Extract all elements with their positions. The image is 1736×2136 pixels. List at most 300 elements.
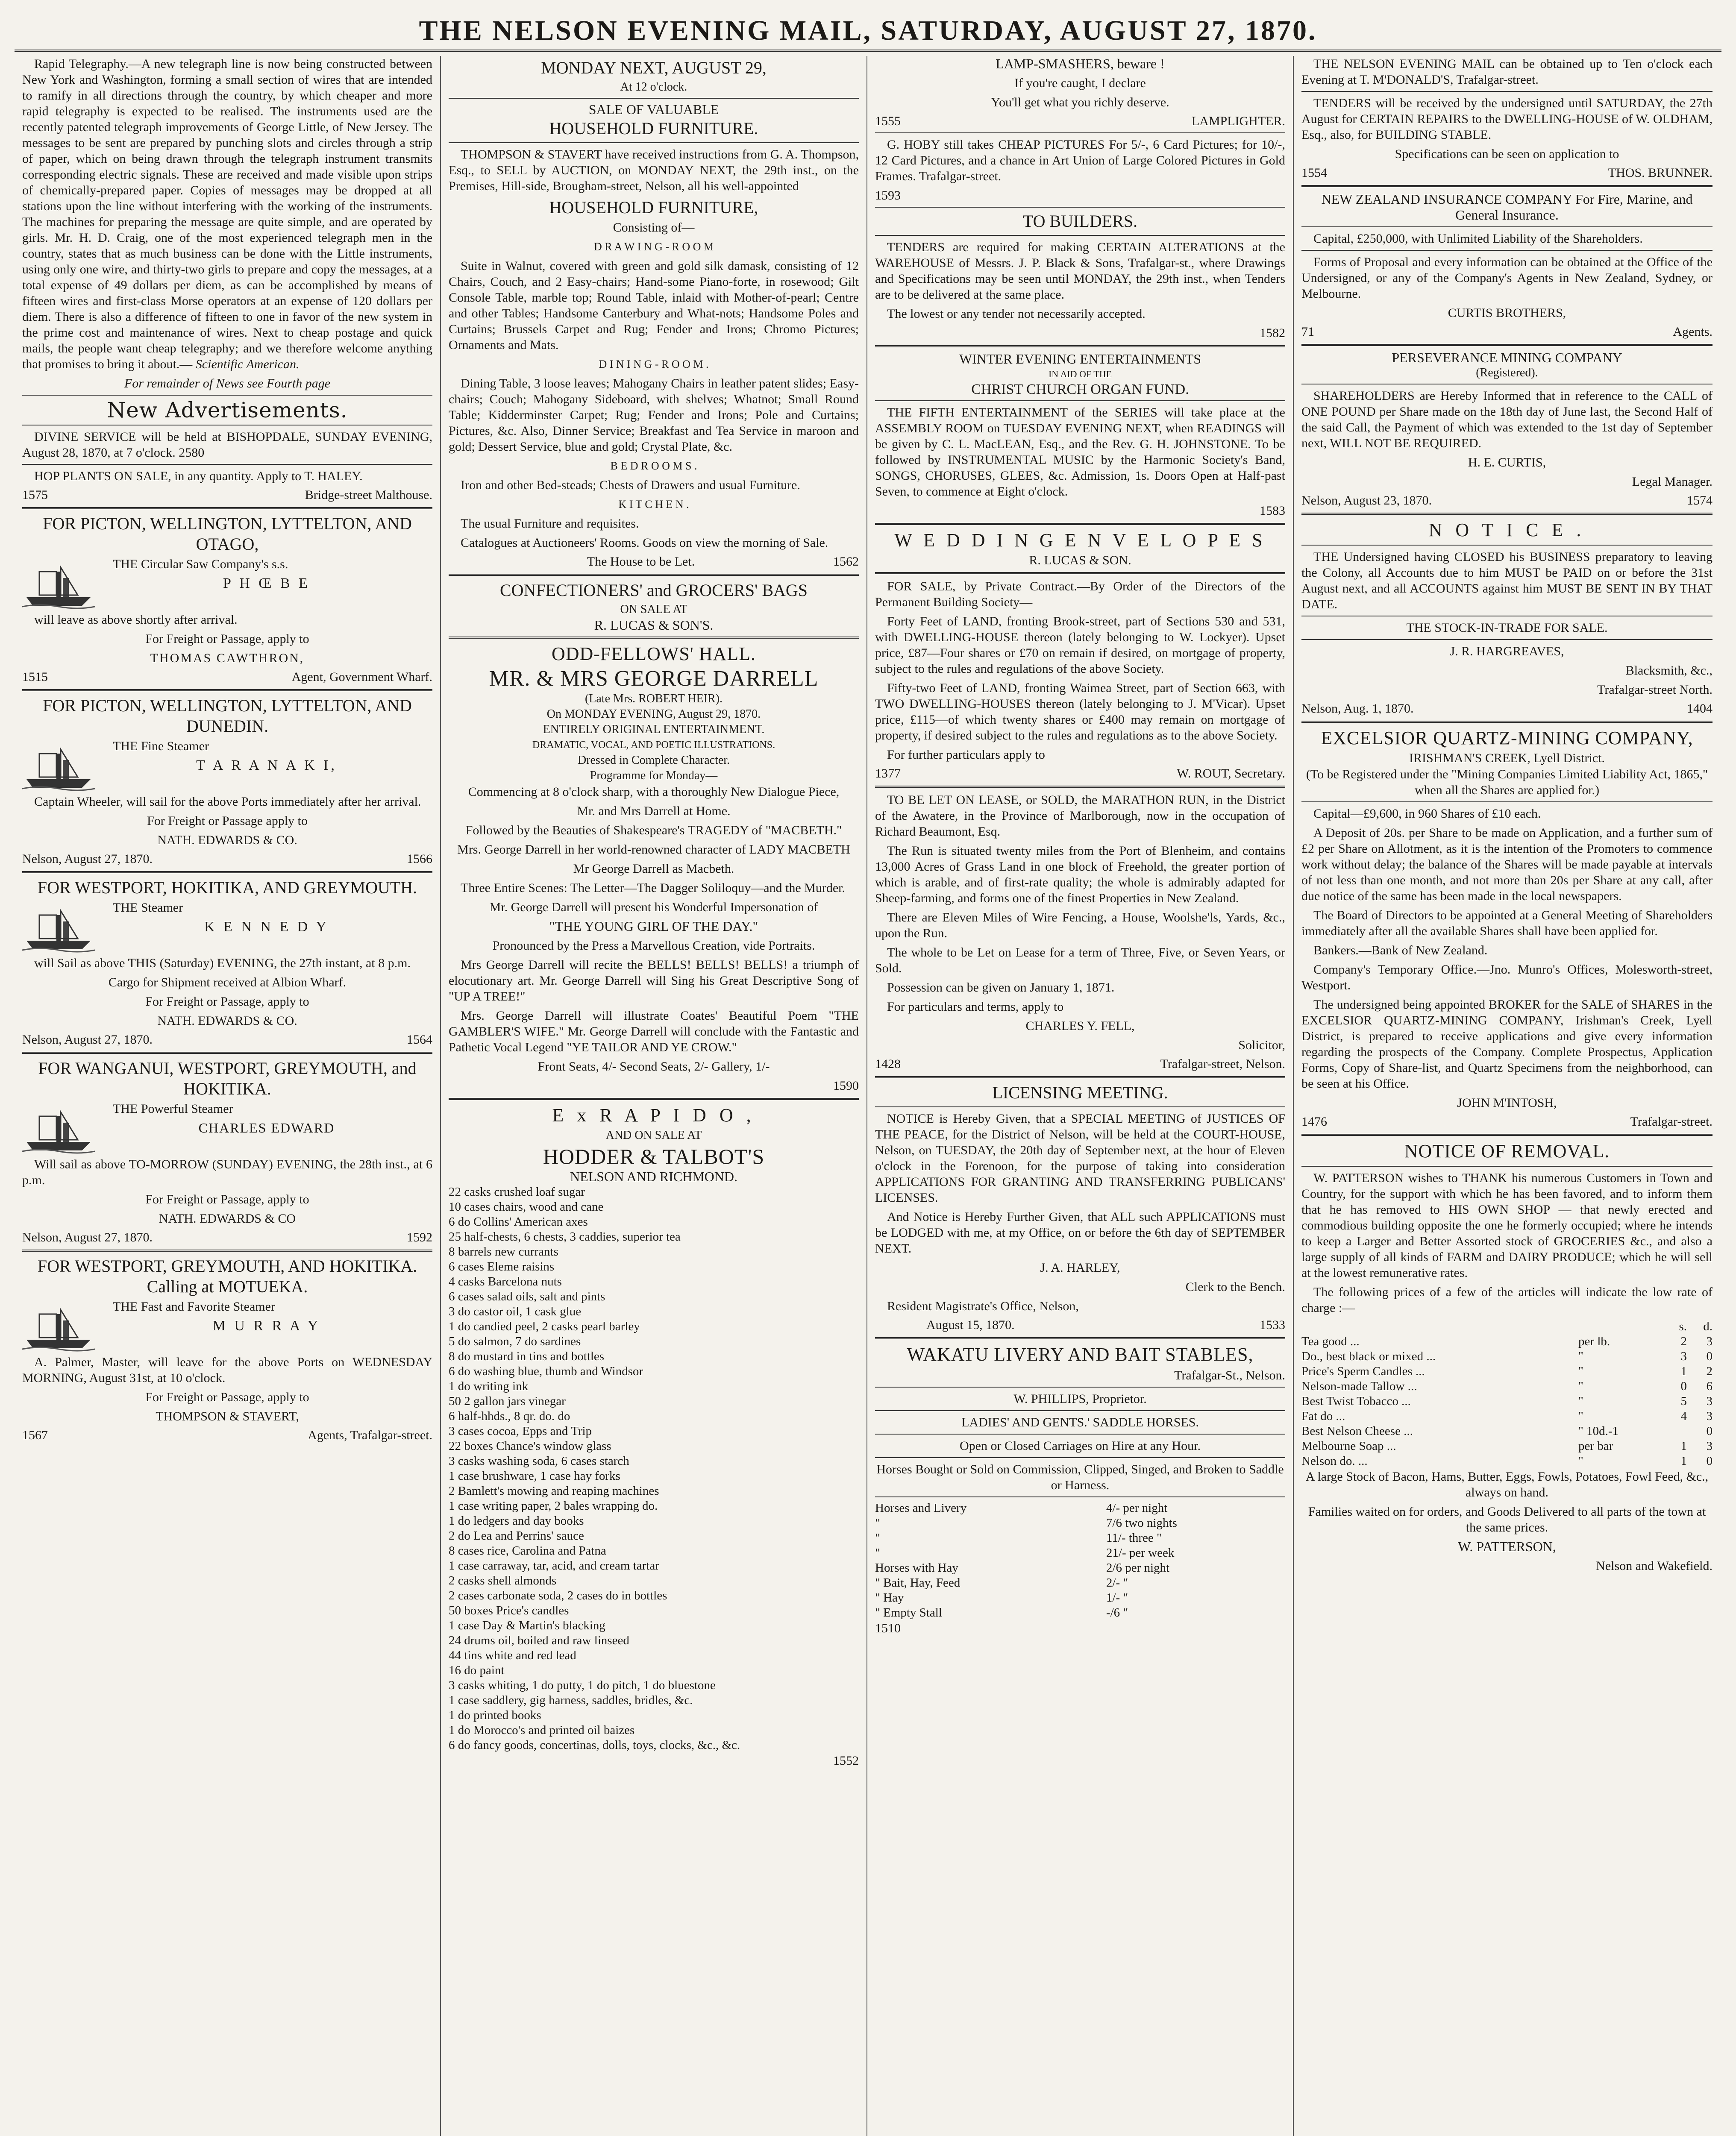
ad-date: Nelson, August 27, 1870. bbox=[22, 1033, 153, 1047]
hodder-item: 2 Bamlett's mowing and reaping machines bbox=[449, 1484, 659, 1498]
hodder-item: 25 half-chests, 6 chests, 3 caddies, superior tea bbox=[449, 1230, 681, 1244]
divider bbox=[875, 1496, 1285, 1497]
programme-item: Mr. and Mrs Darrell at Home. bbox=[577, 804, 731, 818]
oddfellows-heading: ODD-FELLOWS' HALL. bbox=[551, 643, 756, 664]
hodder-item: 50 boxes Price's candles bbox=[449, 1604, 569, 1617]
divider bbox=[449, 574, 859, 576]
perseverance-role: Legal Manager. bbox=[1632, 475, 1713, 489]
divider bbox=[1301, 801, 1713, 802]
tenders-signature: THOS. BRUNNER. bbox=[1608, 166, 1713, 180]
excelsior-signature: JOHN M'INTOSH, bbox=[1457, 1096, 1557, 1110]
licensing-office: Resident Magistrate's Office, Nelson, bbox=[887, 1299, 1079, 1313]
ship-name: M U R R A Y bbox=[212, 1318, 321, 1334]
hoby-text: G. HOBY still takes CHEAP PICTURES For 5/-, 6 Card Pictures; for 10/-, 12 Card Pictures, and a chance in Art Union of Large Colored Pictures in Gold Frames. Trafalgar-street. bbox=[875, 138, 1285, 183]
hodder-item: 6 cases Eleme raisins bbox=[449, 1260, 555, 1273]
price-row bbox=[1301, 1379, 1713, 1394]
removal-prices-intro: The following prices of a few of the articles will indicate the low rate of charge :— bbox=[1301, 1285, 1713, 1315]
price-item: Nelson do. ... bbox=[1301, 1454, 1368, 1468]
rate-value: 1/- " bbox=[1106, 1591, 1128, 1605]
price-unit: " bbox=[1578, 1379, 1583, 1393]
rate-label: " bbox=[875, 1531, 880, 1545]
new-advertisements-heading: New Advertisements. bbox=[107, 398, 348, 423]
price-value: 0 bbox=[1706, 1424, 1713, 1438]
divider bbox=[1301, 344, 1713, 346]
marathon-text: TO BE LET ON LEASE, or SOLD, the MARATHON RUN, in the District of the Awatere, in the Province of Marlborough, now in the occupation of Richard Beaumont, Esq. bbox=[875, 793, 1285, 839]
divine-service-ad bbox=[22, 429, 432, 461]
licensing-text: NOTICE is Hereby Given, that a SPECIAL MEETING of JUSTICES OF THE PEACE, for the District of Nelson, will be held at the COURT-HOUSE, Nelson, on TUESDAY, the 20th day of September next, at the hour of Eleven o'clock in the Forenoon, for the purpose of taking into consideration APPLICATIONS FOR GRANTING AND TRANSFERRING PUBLICANS' LICENSES. bbox=[875, 1112, 1285, 1205]
hodder-item: 6 cases salad oils, salt and pints bbox=[449, 1290, 605, 1303]
rate-row bbox=[875, 1590, 1285, 1605]
column-2 bbox=[441, 56, 867, 2136]
hodder-item: 1 do printed books bbox=[449, 1708, 541, 1722]
insurance-signature: CURTIS BROTHERS, bbox=[1448, 306, 1566, 320]
ad-number: 1564 bbox=[407, 1033, 432, 1047]
wakatu-horses: Horses Bought or Sold on Commission, Clipped, Singed, and Broken to Saddle or Harness. bbox=[876, 1462, 1284, 1492]
ship-ad-taranaki bbox=[22, 695, 432, 867]
ad-date: Nelson, August 27, 1870. bbox=[22, 1230, 153, 1244]
hodder-item: 1 do Morocco's and printed oil baizes bbox=[449, 1723, 635, 1737]
hodder-item: 22 casks crushed loaf sugar bbox=[449, 1185, 585, 1199]
removal-families: Families waited on for orders, and Goods Delivered to all parts of the town at the same prices. bbox=[1308, 1505, 1706, 1535]
divider bbox=[22, 871, 432, 873]
rate-row bbox=[875, 1576, 1285, 1590]
ship-ad-heading: FOR PICTON, WELLINGTON, LYTTELTON, AND OTAGO, bbox=[43, 514, 412, 554]
rate-label: " Bait, Hay, Feed bbox=[875, 1576, 961, 1590]
freight-line: For Freight or Passage apply to bbox=[147, 814, 308, 828]
lamp-line: You'll get what you richly deserve. bbox=[991, 95, 1169, 109]
ad-number: 1583 bbox=[1260, 504, 1285, 518]
bags-seller: R. LUCAS & SON'S. bbox=[594, 617, 714, 633]
price-item: Price's Sperm Candles ... bbox=[1301, 1364, 1425, 1378]
price-value: 0 bbox=[1706, 1454, 1713, 1468]
ad-number: 1428 bbox=[875, 1057, 901, 1071]
price-value: 3 bbox=[1706, 1409, 1713, 1423]
insurance-text: Forms of Proposal and every information can be obtained at the Office of the Undersigned, or any of the Company's Agents in New Zealand, Sydney, or Melbourne. bbox=[1301, 255, 1713, 301]
divider bbox=[1301, 545, 1713, 546]
steamer-ship-icon bbox=[22, 559, 95, 610]
wakatu-stables-ad bbox=[875, 1344, 1285, 1636]
divider bbox=[1301, 1166, 1713, 1167]
price-unit: per lb. bbox=[1578, 1335, 1610, 1348]
divider bbox=[22, 395, 432, 396]
programme-item: Mr George Darrell as Macbeth. bbox=[573, 862, 734, 876]
rate-row bbox=[875, 1605, 1285, 1620]
steamer-ship-icon bbox=[22, 1103, 95, 1155]
price-item: Nelson-made Tallow ... bbox=[1301, 1379, 1417, 1393]
price-value: 5 bbox=[1680, 1394, 1687, 1408]
excelsior-capital: Capital—£9,600, in 960 Shares of £10 each. bbox=[1313, 807, 1541, 821]
hodder-item: 2 casks shell almonds bbox=[449, 1574, 557, 1587]
perseverance-heading: PERSEVERANCE MINING COMPANY bbox=[1392, 350, 1622, 365]
excelsior-para: The undersigned being appointed BROKER for the SALE of SHARES in the EXCELSIOR QUARTZ-MINING COMPANY, Irishman's Creek, Lyell District, is prepared to receive applications and give every information regarding the prospects of the Company. Complete Prospectus, Application Forms, Copy of Share-list, and Quartz Specimens from the neighborhood, can be seen at his Office. bbox=[1301, 998, 1713, 1091]
rate-value: 2/- " bbox=[1106, 1576, 1128, 1590]
removal-heading: NOTICE OF REMOVAL. bbox=[1404, 1141, 1610, 1162]
ship-ad-charles-edward bbox=[22, 1058, 432, 1245]
agent-role: Agents, Trafalgar-street. bbox=[308, 1428, 432, 1442]
price-value: 2 bbox=[1706, 1364, 1713, 1378]
hodder-location: NELSON AND RICHMOND. bbox=[570, 1169, 737, 1184]
lamp-line: LAMP-SMASHERS, beware ! bbox=[996, 56, 1165, 71]
news-footnote: For remainder of News see Fourth page bbox=[124, 376, 331, 390]
hodder-item: 2 cases carbonate soda, 2 cases do in bottles bbox=[449, 1589, 667, 1602]
divider bbox=[875, 1410, 1285, 1411]
insurance-capital: Capital, £250,000, with Unlimited Liability of the Shareholders. bbox=[1313, 232, 1643, 246]
column-4 bbox=[1294, 56, 1720, 2136]
hodder-item: 3 casks washing soda, 6 cases starch bbox=[449, 1454, 629, 1468]
kitchen-items: The usual Furniture and requisites. bbox=[461, 516, 639, 531]
divider bbox=[1301, 1134, 1713, 1136]
price-header bbox=[1301, 1319, 1578, 1334]
sale-title: HOUSEHOLD FURNITURE. bbox=[549, 119, 758, 138]
marathon-para: The Run is situated twenty miles from the Port of Blenheim, and contains 13,000 Acres of Grass Land in one block of Freehold, the greater portion of which is arable, and of first-rate quality; the whole is admirably adapted for Sheep-farming, and forms one of the finest Properties in New Zealand. bbox=[875, 844, 1285, 905]
programme-item: Three Entire Scenes: The Letter—The Dagger Soliloquy—and the Murder. bbox=[461, 881, 845, 895]
ship-ad-murray bbox=[22, 1256, 432, 1443]
ad-number: 1515 bbox=[22, 670, 48, 684]
price-value: 1 bbox=[1680, 1439, 1687, 1453]
hodder-item: 1 case Day & Martin's blacking bbox=[449, 1619, 605, 1632]
price-value: 3 bbox=[1706, 1335, 1713, 1348]
brunner-tenders-ad bbox=[1301, 95, 1713, 181]
rate-label: " bbox=[875, 1546, 880, 1560]
ship-ad-heading: FOR WESTPORT, GREYMOUTH, AND HOKITIKA. Calling at MOTUEKA. bbox=[37, 1256, 417, 1296]
divider bbox=[875, 207, 1285, 208]
marathon-para: There are Eleven Miles of Wire Fencing, a House, Woolshe'ls, Yards, &c., upon the Run. bbox=[875, 910, 1285, 940]
divider bbox=[1301, 513, 1713, 515]
rate-label: " bbox=[875, 1516, 880, 1530]
divine-service-text: DIVINE SERVICE will be held at BISHOPDALE, SUNDAY EVENING, August 28, 1870, at 7 o'clock. 2580 bbox=[22, 430, 432, 460]
divider bbox=[875, 235, 1285, 236]
hop-plants-ad bbox=[22, 468, 432, 503]
agent-name: NATH. EDWARDS & CO. bbox=[157, 833, 297, 847]
lamp-signature: LAMPLIGHTER. bbox=[1191, 114, 1285, 128]
removal-notice-ad bbox=[1301, 1140, 1713, 1574]
ship-name: P H Œ B E bbox=[223, 575, 310, 591]
wedding-envelopes-ad bbox=[875, 529, 1285, 568]
sale-subheading: HOUSEHOLD FURNITURE, bbox=[549, 198, 758, 217]
hodder-item: 4 casks Barcelona nuts bbox=[449, 1275, 562, 1288]
ship-name: T A R A N A K I, bbox=[196, 757, 337, 773]
hodder-item: 1 case saddlery, gig harness, saddles, bridles, &c. bbox=[449, 1693, 693, 1707]
hodder-item: 2 do Lea and Perrins' sauce bbox=[449, 1529, 584, 1543]
divider bbox=[449, 142, 859, 143]
ship-ad-heading: FOR WESTPORT, HOKITIKA, AND GREYMOUTH. bbox=[37, 878, 417, 897]
article-text: Rapid Telegraphy.—A new telegraph line is now being constructed between New York and Washington, forming a small section of wires that are intended to ramify in all directions through the country, by which cheaper and more rapid telegraphy is expected to be realised. The instruments used are the recently patented telegraph improvements of George Little, of New Jersey. The messages to be sent are prepared by punching slots and circles through a strip of paper, which on being drawn through the telegraph instrument transmits corresponding electric signals. These are received and made visible upon strips of chemically-prepared paper. Copies of messages may be dropped at all stations upon the line without interfering with the working of the instruments. The machines for preparing the message are quite simple, and are operated by girls. Mr. H. D. Craig, one of the most experienced telegraph men in the country, states that as much business can be done with the Little instruments, using only one wire, and thirty-two girls to prepare and copy the messages, at a total expense of 49 dollars per diem, as can be accomplished by means of fifteen wires and first-class Morse operators at an expense of 120 dollars per diem. There is also a difference of fifteen to one in favor of the new system in the prime cost and maintenance of wires. Next to cheap postage and quick mails, the people want cheap telegraphy; and we therefore welcome anything that promises to bring it about.— bbox=[22, 57, 432, 371]
price-value: 0 bbox=[1680, 1379, 1687, 1393]
price-row bbox=[1301, 1439, 1713, 1454]
dining-room-heading: D I N I N G - R O O M . bbox=[599, 358, 709, 370]
price-value: 1 bbox=[1680, 1364, 1687, 1378]
private-sale-ad bbox=[875, 578, 1285, 781]
ad-number: 1377 bbox=[875, 766, 901, 780]
rate-row bbox=[875, 1546, 1285, 1561]
notice-stock: THE STOCK-IN-TRADE FOR SALE. bbox=[1406, 621, 1608, 635]
price-header: d. bbox=[1703, 1320, 1713, 1333]
dining-room-items: Dining Table, 3 loose leaves; Mahogany Chairs in leather patent slides; Easy-chairs; Couch; Mahogany Sideboard, with shelves; Whatnot; Small Round Table; Kidderminster Carpet; Rug; Fender and Irons; Pole and Curtains; Pictures, &c. Also, Dinner Service; Breakfast and Tea Service in maroon and gold; Dessert Service, blue and gold; Crystal Plate, &c. bbox=[449, 376, 859, 454]
marathon-address: Trafalgar-street, Nelson. bbox=[1160, 1057, 1285, 1071]
divider bbox=[875, 132, 1285, 133]
licensing-role: Clerk to the Bench. bbox=[1185, 1280, 1285, 1294]
price-item: Do., best black or mixed ... bbox=[1301, 1350, 1436, 1363]
perseverance-mining-ad bbox=[1301, 350, 1713, 508]
price-value: 3 bbox=[1706, 1394, 1713, 1408]
divider bbox=[875, 1457, 1285, 1458]
price-value: 2 bbox=[1680, 1335, 1687, 1348]
price-row bbox=[1301, 1409, 1713, 1424]
agent-name: NATH. EDWARDS & CO bbox=[159, 1212, 296, 1226]
ship-ad-phoebe bbox=[22, 513, 432, 685]
rate-row bbox=[875, 1516, 1285, 1531]
sale-signature: W. ROUT, Secretary. bbox=[1177, 766, 1285, 780]
rate-value: 7/6 two nights bbox=[1106, 1516, 1177, 1530]
bedrooms-items: Iron and other Bed-steads; Chests of Drawers and usual Furniture. bbox=[461, 478, 800, 492]
hodder-item: 6 do washing blue, thumb and Windsor bbox=[449, 1364, 643, 1378]
notice-text: THE Undersigned having CLOSED his BUSINESS preparatory to leaving the Colony, all Accounts due to him MUST be PAID on or before the 31st August next, and all ACCOUNTS against him MUST BE SENT IN BY THAT DATE. bbox=[1301, 550, 1713, 611]
rate-value: -/6 " bbox=[1106, 1606, 1128, 1620]
price-row bbox=[1301, 1334, 1713, 1349]
price-value: 3 bbox=[1706, 1439, 1713, 1453]
divider bbox=[22, 689, 432, 691]
insurance-heading: NEW ZEALAND INSURANCE COMPANY For Fire, Marine, and General Insurance. bbox=[1321, 191, 1693, 223]
ship-ad-body2: Captain Wheeler, will sail for the above Ports immediately after her arrival. bbox=[34, 795, 421, 809]
hodder-item: 1 do ledgers and day books bbox=[449, 1514, 584, 1528]
licensing-meeting-ad bbox=[875, 1083, 1285, 1333]
hodder-item: 24 drums oil, boiled and raw linseed bbox=[449, 1634, 629, 1647]
price-header-row bbox=[1301, 1319, 1713, 1334]
divider bbox=[875, 1076, 1285, 1078]
divider bbox=[449, 637, 859, 639]
furniture-sale-ad bbox=[449, 58, 859, 569]
agent-name: THOMAS CAWTHRON, bbox=[150, 651, 305, 665]
price-item: Fat do ... bbox=[1301, 1409, 1345, 1423]
hargreaves-notice-ad bbox=[1301, 519, 1713, 716]
price-item: Best Twist Tobacco ... bbox=[1301, 1394, 1411, 1408]
ship-ad-heading: FOR PICTON, WELLINGTON, LYTTELTON, AND DUNEDIN. bbox=[43, 696, 412, 736]
wedding-heading: W E D D I N G E N V E L O P E S bbox=[894, 530, 1266, 551]
wakatu-title: WAKATU LIVERY AND BAIT STABLES, bbox=[907, 1344, 1254, 1365]
lamp-line: If you're caught, I declare bbox=[1014, 76, 1146, 90]
programme-item: Mr. George Darrell will present his Wonderful Impersonation of bbox=[489, 900, 818, 914]
freight-line: For Freight or Passage, apply to bbox=[145, 1390, 309, 1404]
licensing-text2: And Notice is Hereby Further Given, that ALL such APPLICATIONS must be LODGED with me, at my Office, on or before the 6th day of SEPTEMBER NEXT. bbox=[875, 1210, 1285, 1256]
divider bbox=[449, 98, 859, 99]
rate-value: 21/- per week bbox=[1106, 1546, 1175, 1560]
tenders-spec: Specifications can be seen on application to bbox=[1395, 147, 1619, 161]
ad-date: Nelson, August 27, 1870. bbox=[22, 852, 153, 866]
sale-apply: For further particulars apply to bbox=[887, 748, 1045, 762]
hodder-item: 8 barrels new currants bbox=[449, 1245, 558, 1259]
ad-number: 1566 bbox=[407, 852, 432, 866]
winter-entertainments-ad bbox=[875, 352, 1285, 519]
ad-number: 1552 bbox=[833, 1754, 859, 1768]
programme-item: Mrs. George Darrell in her world-renowned character of LADY MACBETH bbox=[457, 842, 850, 857]
ship-ad-body: THE Circular Saw Company's s.s. bbox=[113, 557, 288, 571]
oddfellows-hall-ad bbox=[449, 643, 859, 1094]
ad-number: 1476 bbox=[1301, 1115, 1327, 1129]
ad-number: 1404 bbox=[1687, 701, 1713, 716]
wakatu-saddle: LADIES' AND GENTS.' SADDLE HORSES. bbox=[961, 1415, 1199, 1429]
programme-label: Programme for Monday— bbox=[590, 769, 718, 782]
programme-item: Commencing at 8 o'clock sharp, with a thoroughly New Dialogue Piece, bbox=[468, 785, 840, 799]
rate-label: " Hay bbox=[875, 1591, 904, 1605]
price-value: 6 bbox=[1706, 1379, 1713, 1393]
price-value: 0 bbox=[1706, 1350, 1713, 1363]
hodder-item: 16 do paint bbox=[449, 1664, 505, 1677]
divider bbox=[875, 345, 1285, 347]
ad-number: 1510 bbox=[875, 1621, 901, 1635]
winter-text: THE FIFTH ENTERTAINMENT of the SERIES will take place at the ASSEMBLY ROOM on TUESDAY EVENING NEXT, when READINGS will be given by C. L. MacLEAN, Esq., and the Rev. G. H. JOHNSTONE. To be followed by INSTRUMENTAL MUSIC by the Harmonic Society's Band, SONGS, CHORUSES, GLEES, &c. Admission, 1s. Doors Open at Half-past Seven, to commence at Eight o'clock. bbox=[875, 405, 1285, 499]
hodder-item: 3 casks whiting, 1 do putty, 1 do pitch, 1 do bluestone bbox=[449, 1678, 716, 1692]
excelsior-location: IRISHMAN'S CREEK, Lyell District. bbox=[1409, 751, 1605, 765]
sale-time: At 12 o'clock. bbox=[620, 80, 687, 94]
ship-ad-heading: FOR WANGANUI, WESTPORT, GREYMOUTH, and HOKITIKA. bbox=[38, 1059, 417, 1098]
perseverance-date: Nelson, August 23, 1870. bbox=[1301, 493, 1432, 508]
hodder-item: 22 boxes Chance's window glass bbox=[449, 1439, 611, 1453]
perseverance-signature: H. E. CURTIS, bbox=[1468, 455, 1546, 469]
winter-aid: IN AID OF THE bbox=[1048, 369, 1112, 379]
ship-ad-body2: Will sail as above TO-MORROW (SUNDAY) EVENING, the 28th inst., at 6 p.m. bbox=[22, 1157, 432, 1187]
licensing-signature: J. A. HARLEY, bbox=[1040, 1261, 1120, 1275]
price-row bbox=[1301, 1394, 1713, 1409]
hodder-name: HODDER & TALBOT'S bbox=[543, 1144, 765, 1168]
rate-row bbox=[875, 1531, 1285, 1546]
steamer-ship-icon bbox=[22, 902, 95, 954]
divider bbox=[22, 1052, 432, 1054]
steamer-ship-icon bbox=[22, 741, 95, 792]
price-item: Tea good ... bbox=[1301, 1335, 1360, 1348]
sale-lot: Fifty-two Feet of LAND, fronting Waimea Street, part of Section 663, with TWO DWELLING-HOUSES thereon (lately belonging to J. M'Vicar). Upset price, £115—of which twenty shares or £400 may remain on mortgage of property, if desired subject to the rules and regulations as to the above Society. bbox=[875, 681, 1285, 742]
divider bbox=[22, 507, 432, 509]
rapid-telegraphy-article bbox=[22, 56, 432, 391]
hodder-on-sale: AND ON SALE AT bbox=[605, 1129, 702, 1142]
removal-signature: W. PATTERSON, bbox=[1458, 1539, 1556, 1554]
wakatu-carriages: Open or Closed Carriages on Hire at any Hour. bbox=[959, 1439, 1201, 1453]
price-unit: " bbox=[1578, 1454, 1583, 1468]
hodder-item: 6 do fancy goods, concertinas, dolls, toys, clocks, &c., &c. bbox=[449, 1738, 740, 1752]
ship-name: K E N N E D Y bbox=[204, 919, 329, 935]
removal-price-table bbox=[1301, 1319, 1713, 1469]
excelsior-mining-ad bbox=[1301, 727, 1713, 1130]
article-source: Scientific American. bbox=[195, 357, 300, 371]
price-value: 1 bbox=[1680, 1454, 1687, 1468]
freight-line: For Freight or Passage, apply to bbox=[145, 995, 309, 1009]
hodder-item: 1 case brushware, 1 case hay forks bbox=[449, 1469, 620, 1483]
licensing-heading: LICENSING MEETING. bbox=[992, 1083, 1168, 1102]
notice-role: Blacksmith, &c., bbox=[1625, 663, 1713, 678]
agent-name: NATH. EDWARDS & CO. bbox=[157, 1014, 297, 1028]
sale-consisting: Consisting of— bbox=[613, 220, 695, 235]
divider bbox=[1301, 250, 1713, 251]
ad-number: 1554 bbox=[1301, 166, 1327, 180]
ship-ad-body2: will leave as above shortly after arrival. bbox=[34, 613, 238, 627]
performance-tagline: ENTIRELY ORIGINAL ENTERTAINMENT. bbox=[543, 723, 765, 736]
column-3 bbox=[867, 56, 1294, 2136]
wedding-seller: R. LUCAS & SON. bbox=[1029, 553, 1131, 567]
ad-number: 1562 bbox=[833, 555, 859, 569]
column-1 bbox=[15, 56, 441, 2136]
removal-stock: A large Stock of Bacon, Hams, Butter, Eggs, Fowls, Potatoes, Fowl Feed, &c., always on hand. bbox=[1305, 1470, 1709, 1499]
price-unit: per bar bbox=[1578, 1439, 1613, 1453]
hodder-item: 50 2 gallon jars vinegar bbox=[449, 1394, 566, 1408]
hodder-talbot-ad bbox=[449, 1104, 859, 1769]
ad-number: 1593 bbox=[875, 188, 901, 202]
programme-item: Mrs. George Darrell will illustrate Coates' Beautiful Poem "THE GAMBLER'S WIFE." Mr. George Darrell will conclude with the Fantastic and Pathetic Vocal Legend "YE TAILOR AND YE CROW." bbox=[449, 1009, 859, 1054]
price-header: s. bbox=[1679, 1320, 1687, 1333]
divider bbox=[449, 1098, 859, 1100]
hodder-item: 6 do Collins' American axes bbox=[449, 1215, 588, 1229]
ticket-prices: Front Seats, 4/- Second Seats, 2/- Gallery, 1/- bbox=[538, 1059, 770, 1074]
wakatu-proprietor: W. PHILLIPS, Proprietor. bbox=[1013, 1392, 1147, 1406]
price-row bbox=[1301, 1364, 1713, 1379]
ad-number: 1592 bbox=[407, 1230, 432, 1244]
perseverance-text: SHAREHOLDERS are Hereby Informed that in reference to the CALL of ONE POUND per Share made on the 18th day of June last, the Second Half of the said Call, the Payment of which was extended to the 1st day of September next, WILL NOT BE REQUIRED. bbox=[1301, 389, 1713, 450]
performance-dress: Dressed in Complete Character. bbox=[577, 754, 730, 767]
hodder-ex-rapido: E x R A P I D O , bbox=[552, 1105, 755, 1126]
price-row bbox=[1301, 1454, 1713, 1469]
hodder-item: 1 do candied peel, 2 casks pearl barley bbox=[449, 1320, 640, 1333]
ad-number: 71 bbox=[1301, 325, 1314, 339]
excelsior-para: Company's Temporary Office.—Jno. Munro's Offices, Molesworth-street, Westport. bbox=[1301, 962, 1713, 992]
excelsior-title: EXCELSIOR QUARTZ-MINING COMPANY, bbox=[1321, 728, 1693, 748]
price-unit: " bbox=[1578, 1394, 1583, 1408]
marathon-run-ad bbox=[875, 792, 1285, 1072]
bedrooms-heading: B E D R O O M S . bbox=[610, 460, 697, 472]
nz-insurance-ad bbox=[1301, 191, 1713, 340]
price-value bbox=[1661, 1424, 1687, 1439]
builders-heading: TO BUILDERS. bbox=[1022, 211, 1138, 231]
ad-number: 1567 bbox=[22, 1428, 48, 1442]
removal-text: W. PATTERSON wishes to THANK his numerous Customers in Town and Country, for the support with which he has been favored, and to inform them that he has removed to HIS OWN SHOP — that newly erected and commodious building opposite the one he formerly occupied; where he intends to keep a Larger and Better Assorted stock of GROCERIES &c., and also a large supply of all kinds of FARM and DAIRY PRODUCE; which he will sell at the lowest remunerative rates. bbox=[1301, 1171, 1713, 1280]
price-value: 4 bbox=[1680, 1409, 1687, 1423]
hop-plants-address: Bridge-street Malthouse. bbox=[305, 488, 432, 502]
hoby-pictures-ad bbox=[875, 137, 1285, 203]
hodder-item: 1 case writing paper, 2 bales wrapping do. bbox=[449, 1499, 658, 1513]
ship-ad-body: THE Fast and Favorite Steamer bbox=[113, 1300, 275, 1314]
kitchen-heading: K I T C H E N . bbox=[618, 498, 689, 511]
notice-signature: J. R. HARGREAVES, bbox=[1450, 644, 1564, 658]
bags-ad bbox=[449, 580, 859, 632]
marathon-signature: CHARLES Y. FELL, bbox=[1025, 1019, 1135, 1033]
divider bbox=[875, 400, 1285, 401]
sale-lot: Forty Feet of LAND, fronting Brook-street, part of Sections 530 and 531, with DWELLING-HOUSE thereon (lately belonging to W. Lockyer). Upset price, £87—Four shares or £70 on remain if desired, on mortgage of property, subject to the rules and regulations of the above Society. bbox=[875, 614, 1285, 676]
house-to-let: The House to be Let. bbox=[587, 555, 695, 569]
marathon-para: For particulars and terms, apply to bbox=[887, 1000, 1064, 1014]
ad-number: 1555 bbox=[875, 114, 901, 128]
builders-text2: The lowest or any tender not necessarily accepted. bbox=[887, 307, 1146, 321]
programme-item: Mrs George Darrell will recite the BELLS! BELLS! BELLS! a triumph of elocutionary art. Mr. George Darrell will Sing his Great Descriptive Song of "UP A TREE!" bbox=[449, 958, 859, 1003]
rate-value: 11/- three " bbox=[1106, 1531, 1162, 1545]
divider bbox=[1301, 721, 1713, 723]
price-item: Melbourne Soap ... bbox=[1301, 1439, 1396, 1453]
licensing-date: August 15, 1870. bbox=[926, 1318, 1015, 1332]
rate-label: Horses and Livery bbox=[875, 1501, 967, 1515]
price-value: 3 bbox=[1680, 1350, 1687, 1363]
divider bbox=[22, 464, 432, 465]
ship-ad-body2: A. Palmer, Master, will leave for the above Ports on WEDNESDAY MORNING, August 31st, at 10 o'clock. bbox=[22, 1355, 432, 1385]
hop-plants-text: HOP PLANTS ON SALE, in any quantity. Apply to T. HALEY. bbox=[34, 469, 363, 483]
bags-sub: ON SALE AT bbox=[620, 603, 687, 616]
mail-notice-text: THE NELSON EVENING MAIL can be obtained up to Ten o'clock each Evening at T. M'DONALD'S, Trafalgar-street. bbox=[1301, 57, 1713, 87]
rate-row bbox=[875, 1501, 1285, 1516]
price-unit: " bbox=[1578, 1409, 1583, 1423]
winter-heading: WINTER EVENING ENTERTAINMENTS bbox=[959, 351, 1201, 367]
price-header bbox=[1578, 1319, 1661, 1334]
performer-name: MR. & MRS GEORGE DARRELL bbox=[489, 666, 819, 691]
ship-ad-body: THE Steamer bbox=[113, 901, 183, 915]
marathon-role: Solicitor, bbox=[1238, 1038, 1285, 1052]
ship-ad-body2: will Sail as above THIS (Saturday) EVENING, the 27th instant, at 8 p.m. bbox=[34, 956, 411, 970]
notice-heading: N O T I C E . bbox=[1428, 519, 1586, 540]
agent-name: THOMPSON & STAVERT, bbox=[156, 1409, 299, 1423]
